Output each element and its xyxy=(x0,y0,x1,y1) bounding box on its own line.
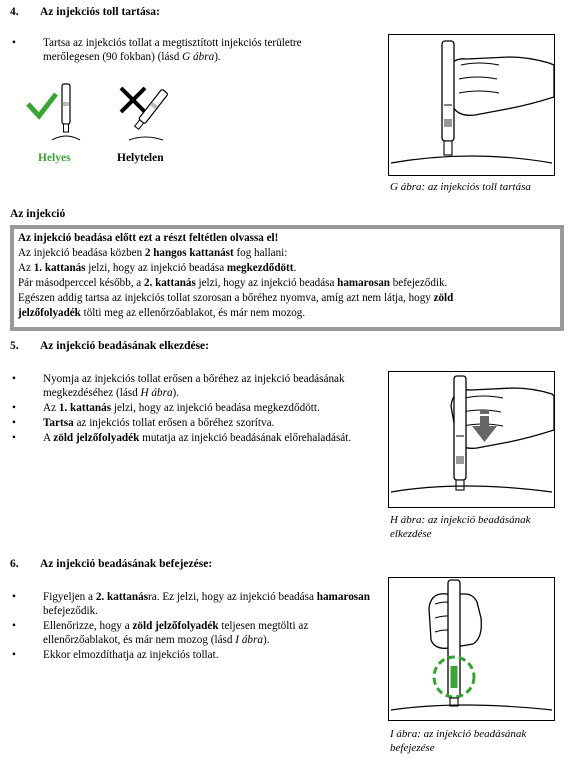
warning-line-4 xyxy=(18,276,556,291)
section-5-bullet-3 xyxy=(10,416,380,430)
line-text: Az xyxy=(18,262,34,274)
bullet-text-bold: zöld jelzőfolyadék xyxy=(53,432,140,444)
bullet-text: ). xyxy=(214,51,221,63)
bullet-text: ). xyxy=(262,634,270,646)
line-text-bold: zöld xyxy=(433,292,454,304)
section-4-bullet-1 xyxy=(10,36,340,64)
section-6-title: Az injekció beadásának befejezése: xyxy=(40,558,213,570)
section-5-title: Az injekció beadásának elkezdése: xyxy=(40,340,209,352)
cross-icon xyxy=(115,82,177,144)
bullet-text: jelzi, hogy az injekció beadása megkezdődött. xyxy=(111,402,320,414)
bullet-text: A xyxy=(43,432,54,444)
line-text-bold: jelzőfolyadék xyxy=(18,307,81,319)
figure-reference: H ábra xyxy=(140,387,173,399)
line-text-bold: megkezdődött xyxy=(226,262,294,274)
figure-g xyxy=(388,34,555,176)
figure-h xyxy=(388,371,555,508)
injection-warning-box xyxy=(10,225,564,331)
figure-h-caption: H ábra: az injekció beadásának elkezdése xyxy=(390,514,531,540)
line-text: Egészen addig tartsa az injekciós tollat szorosan a bőréhez nyomva, amíg azt nem látja, hogy xyxy=(18,292,434,304)
section-4-number: 4. xyxy=(10,6,19,18)
section-5-bullets xyxy=(10,372,380,446)
bullet-text: Ekkor elmozdíthatja az injekciós tollat. xyxy=(43,649,219,661)
figure-reference: G ábra xyxy=(182,51,215,63)
checkmark-icon xyxy=(22,82,82,144)
warning-line-5 xyxy=(18,291,556,306)
section-5-bullet-4 xyxy=(10,431,380,445)
line-text: fog hallani: xyxy=(233,247,288,259)
section-6-bullet-3 xyxy=(10,648,380,662)
bullet-text: ra. Ez jelzi, hogy az injekció beadása xyxy=(148,591,317,603)
bullet-text: teljesen megtölti az ellenőrzőablakot, és már nem mozog (lásd xyxy=(43,620,309,646)
section-5-bullet-1 xyxy=(10,372,380,400)
hand-holding-pen-illustration xyxy=(389,35,554,175)
bullet-text: mutatja az injekció beadásának előrehaladását. xyxy=(139,432,352,444)
hand-pressing-pen-illustration xyxy=(389,372,554,507)
line-text-bold: 2 hangos kattanást xyxy=(144,247,234,259)
figure-g-caption: G ábra: az injekciós toll tartása xyxy=(390,181,531,193)
bullet-text-bold: hamarosan xyxy=(316,591,370,603)
line-text: Pár másodperccel később, a xyxy=(18,277,144,289)
warning-line-3 xyxy=(18,261,556,276)
figure-i-caption: I ábra: az injekció beadásának befejezése xyxy=(390,728,527,754)
line-text: Az injekció beadása közben xyxy=(18,247,145,259)
bullet-text: az injekciós tollat erősen a bőréhez szorítva. xyxy=(73,417,275,429)
line-text: . xyxy=(293,262,297,274)
line-text-bold: hamarosan xyxy=(337,277,390,289)
injection-title: Az injekció xyxy=(10,208,66,220)
bullet-text-bold: 2. kattanás xyxy=(95,591,149,603)
line-text-bold: 1. kattanás xyxy=(33,262,86,274)
bullet-text: Az xyxy=(43,402,59,414)
bullet-text-bold: Tartsa xyxy=(43,417,74,429)
bullet-text-bold: zöld jelzőfolyadék xyxy=(132,620,219,632)
warning-line-2 xyxy=(18,246,556,261)
line-text: befejeződik. xyxy=(389,277,448,289)
section-6-number: 6. xyxy=(10,558,19,570)
line-text-bold: 2. kattanás xyxy=(144,277,196,289)
section-6-bullets xyxy=(10,590,380,663)
section-5-heading xyxy=(10,340,209,352)
section-5-number: 5. xyxy=(10,340,19,352)
section-4-bullets xyxy=(10,36,340,65)
figure-reference: I ábra xyxy=(235,634,263,646)
line-text: tölti meg az ellenőrzőablakot, és már nem mozog. xyxy=(80,307,306,319)
bullet-text: Nyomja az injekciós tollat erősen a bőréhez az injekció beadásának megkezdéséhez (lásd xyxy=(43,373,345,399)
figure-i xyxy=(388,577,555,721)
bullet-text: Tartsa az injekciós tollat a megtisztított injekciós területre merőlegesen (90 fokban) (lásd xyxy=(43,37,302,63)
section-6-bullet-1 xyxy=(10,590,380,618)
bullet-text: befejeződik. xyxy=(43,605,98,617)
correct-pen-illustration xyxy=(22,82,82,144)
bullet-text: ). xyxy=(172,387,180,399)
section-4-title: Az injekciós toll tartása: xyxy=(40,6,160,18)
incorrect-label: Helytelen xyxy=(117,152,164,164)
bullet-text-bold: 1. kattanás xyxy=(58,402,112,414)
correct-label: Helyes xyxy=(38,152,71,164)
bullet-text: Ellenőrizze, hogy a xyxy=(43,620,133,632)
pen-injection-complete-illustration xyxy=(389,578,554,720)
warning-line-6 xyxy=(18,306,556,321)
section-5-bullet-2 xyxy=(10,401,380,415)
line-text: jelzi, hogy az injekció beadása xyxy=(85,262,227,274)
section-4-heading xyxy=(10,6,160,18)
warning-line-1: Az injekció beadása előtt ezt a részt feltétlen olvassa el! xyxy=(18,232,279,244)
section-6-heading xyxy=(10,558,212,570)
section-6-bullet-2 xyxy=(10,619,380,647)
line-text: jelzi, hogy az injekció beadása xyxy=(195,277,338,289)
bullet-text: Figyeljen a xyxy=(43,591,96,603)
incorrect-pen-illustration xyxy=(115,82,177,144)
